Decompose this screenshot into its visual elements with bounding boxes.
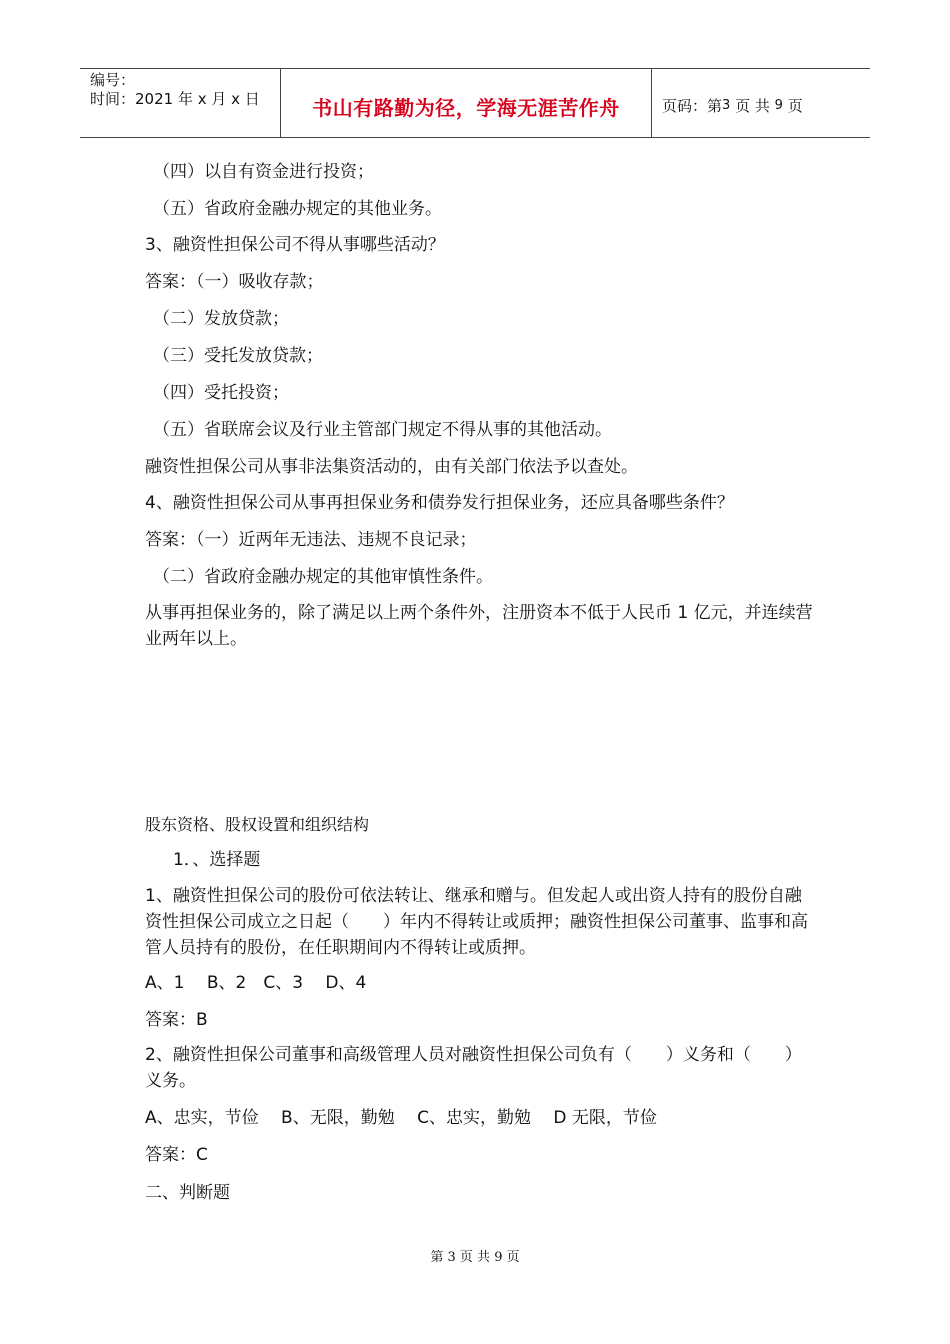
answer-line: 答案：（一）近两年无违法、违规不良记录； [145,530,477,550]
text-line: （五）省联席会议及行业主管部门规定不得从事的其他活动。 [153,420,612,440]
page-footer: 第 3 页 共 9 页 [430,1250,520,1265]
question-2-options: A、忠实，节俭 B、无限，勤勉 C、忠实，勤勉 D 无限，节俭 [145,1108,657,1128]
question-2-answer: 答案：C [145,1145,208,1165]
text-line: （五）省政府金融办规定的其他业务。 [153,199,442,219]
text-line: （二）发放贷款； [153,309,289,329]
question-4: 4、融资性担保公司从事再担保业务和债券发行担保业务，还应具备哪些条件？ [145,493,734,513]
page-suffix: 页 [787,96,803,115]
header-table [80,68,870,138]
doc-number-label: 编号： [90,71,136,89]
page-number: 3 [722,97,731,113]
subsection-choice: 1．、选择题 [173,850,261,870]
answer-line: 答案：（一）吸收存款； [145,272,324,292]
section-title: 股东资格、股权设置和组织结构 [145,815,370,834]
question-1-answer: 答案：B [145,1010,208,1030]
subsection-judgment: 二、判断题 [145,1183,230,1203]
text-line: （二）省政府金融办规定的其他审慎性条件。 [153,567,493,587]
text-line: 融资性担保公司从事非法集资活动的，由有关部门依法予以查处。 [145,457,638,477]
header-meta [80,69,280,137]
doc-time-label: 时间：2021 年 x 月 x 日 [90,90,260,108]
question-1-options: A、1 B、2 C、3 D、4 [145,973,367,993]
question-2: 2、融资性担保公司董事和高级管理人员对融资性担保公司负有（ ）义务和（ ）义务。 [145,1045,802,1091]
text-line: （四）以自有资金进行投资； [153,162,374,182]
text-line: （三）受托发放贷款； [153,346,323,366]
question-1: 1、融资性担保公司的股份可依法转让、继承和赠与。但发起人或出资人持有的股份自融资性担保公司成立之日起（ ）年内不得转让或质押；融资性担保公司董事、监事和高管人员持有的股份，在任职期间内不得转让或质押。 [145,886,808,958]
header-page-info [652,69,870,137]
header-motto: 书山有路勤为径，学海无涯苦作舟 [280,69,652,137]
page-mid: 页 共 [735,96,770,115]
page-total: 9 [774,97,783,113]
text-line: （四）受托投资； [153,383,289,403]
page-prefix: 页码：第 [662,96,723,115]
question-3: 3、融资性担保公司不得从事哪些活动？ [145,235,445,255]
paragraph-reguarantee: 从事再担保业务的，除了满足以上两个条件外，注册资本不低于人民币 1 亿元，并连续营业两年以上。 [145,603,813,649]
